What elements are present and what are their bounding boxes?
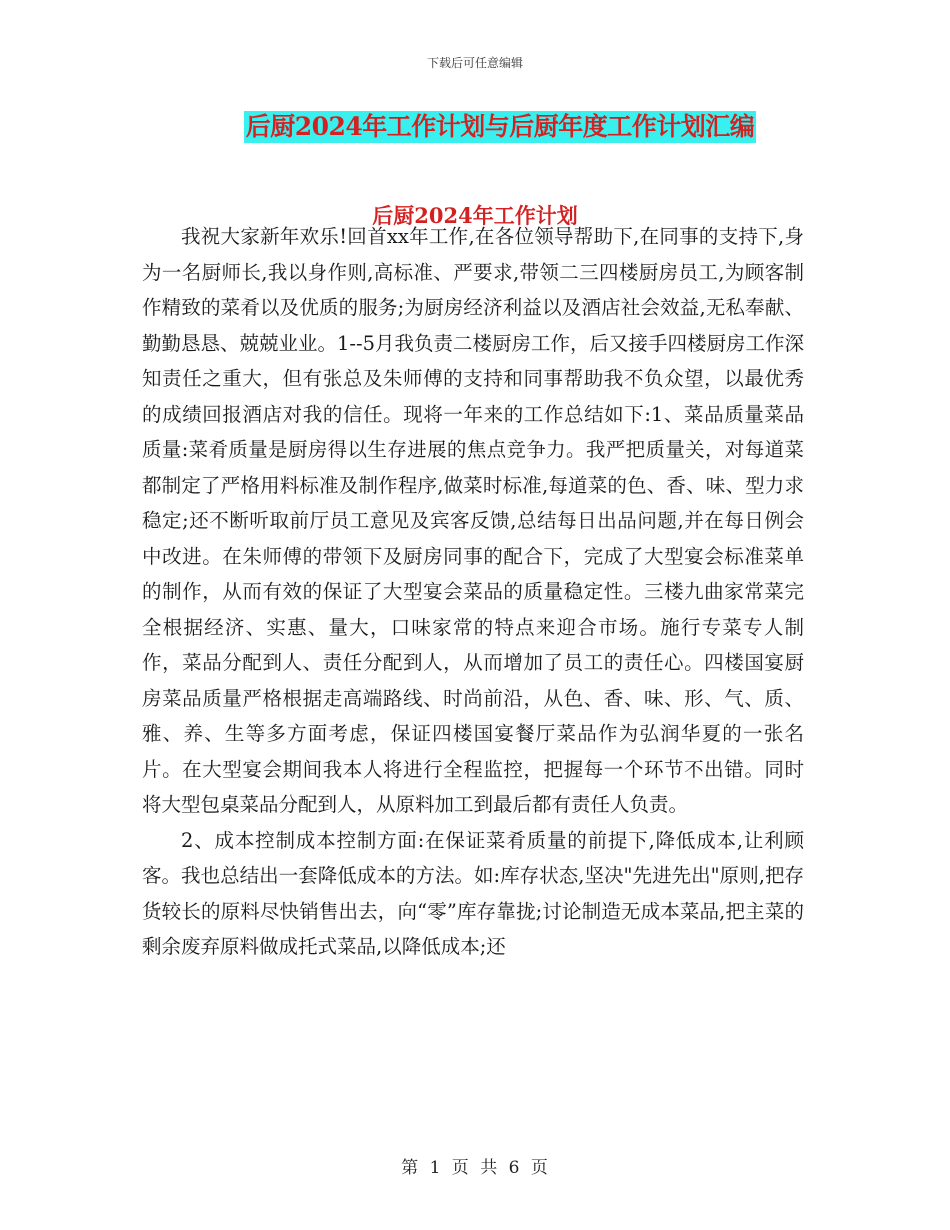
document-title: 后厨2024年工作计划与后厨年度工作计划汇编: [245, 112, 755, 141]
body-paragraph: 2、成本控制成本控制方面:在保证菜肴质量的前提下,降低成本,让利顾客。我也总结出一套降低成本的方法。如:库存状态,坚决"先进先出"原则,把存货较长的原料尽快销售出去，向“零”库存靠拢;讨论制造无成本菜品,把主菜的剩余废弃原料做成托式菜品,以降低成本;还: [142, 828, 804, 958]
document-body: [142, 219, 804, 965]
document-title-container: [0, 111, 950, 143]
header-note: 下载后可任意编辑: [426, 56, 523, 70]
page-indicator: 第 1 页 共 6 页: [401, 1158, 549, 1178]
body-paragraph: 我祝大家新年欢乐!回首xx年工作,在各位领导帮助下,在同事的支持下,身为一名厨师长,我以身作则,高标准、严要求,带领二三四楼厨房员工,为顾客制作精致的菜肴以及优质的服务;为厨房经济利益以及酒店社会效益,无私奉献、勤勤恳恳、兢兢业业。1--5月我负责二楼厨房工作，后又接手四楼厨房工作深知责任之重大，但有张总及朱师傅的支持和同事帮助我不负众望，以最优秀的成绩回报酒店对我的信任。现将一年来的工作总结如下:1、菜品质量菜品质量:菜肴质量是厨房得以生存进展的焦点竞争力。我严把质量关，对每道菜都制定了严格用料标准及制作程序,做菜时标准,每道菜的色、香、味、型力求稳定;还不断听取前厅员工意见及宾客反馈,总结每日出品问题,并在每日例会中改进。在朱师傅的带领下及厨房同事的配合下，完成了大型宴会标准菜单的制作，从而有效的保证了大型宴会菜品的质量稳定性。三楼九曲家常菜完全根据经济、实惠、量大，口味家常的特点来迎合市场。施行专菜专人制作，菜品分配到人、责任分配到人，从而增加了员工的责任心。四楼国宴厨房菜品质量严格根据走高端路线、时尚前沿，从色、香、味、形、气、质、雅、养、生等多方面考虑，保证四楼国宴餐厅菜品作为弘润华夏的一张名片。在大型宴会期间我本人将进行全程监控，把握每一个环节不出错。同时将大型包桌菜品分配到人，从原料加工到最后都有责任人负责。: [142, 225, 804, 816]
section-title: 后厨2024年工作计划: [372, 203, 578, 228]
